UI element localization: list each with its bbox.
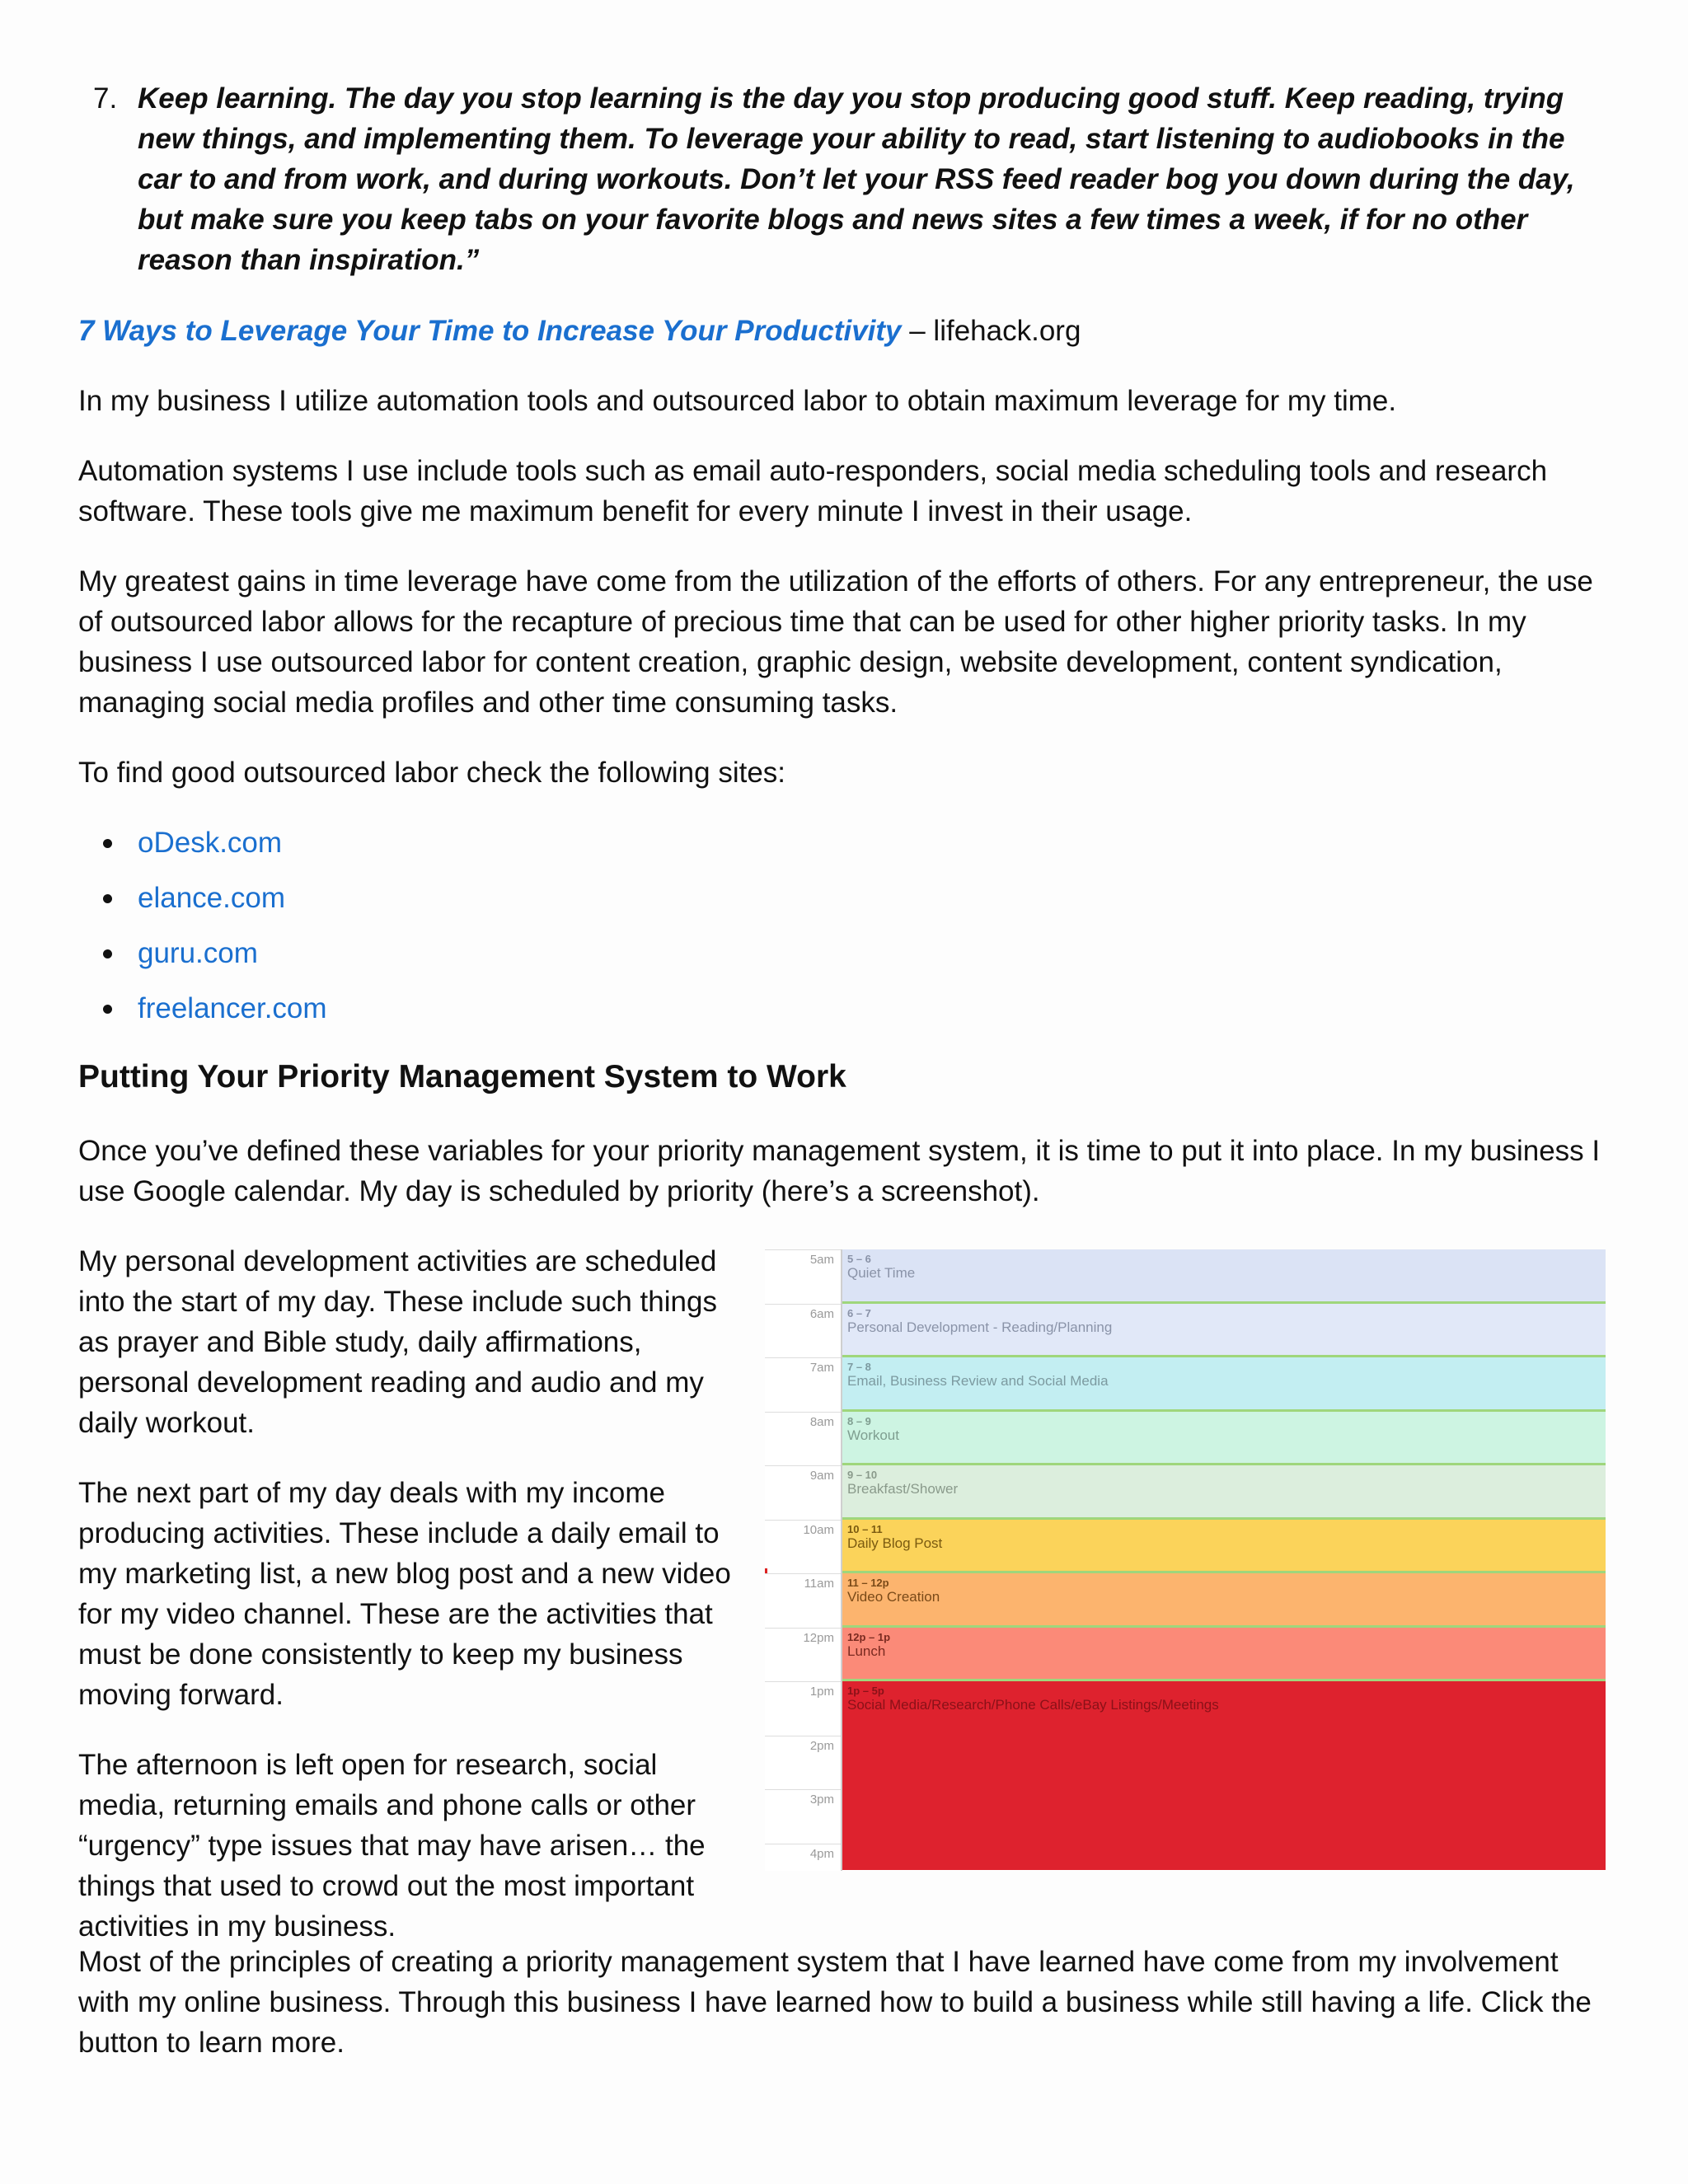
paragraph-intro: Once you’ve defined these variables for your priority management system, it is time to put it into place. In my business I use Google calendar. My day is scheduled by priority (here’s a screenshot). xyxy=(78,1135,1601,1207)
calendar-hour-line xyxy=(765,1520,841,1521)
calendar-time-label: 11am xyxy=(804,1577,834,1591)
calendar-time-label: 4pm xyxy=(809,1846,834,1861)
calendar-event[interactable] xyxy=(842,1681,1606,1870)
event-title: Social Media/Research/Phone Calls/eBay Listings/Meetings xyxy=(847,1697,1219,1713)
paragraph-automation: Automation systems I use include tools such as email auto-responders, social media scheduling tools and research software. These tools give me maximum benefit for every minute I invest in their usage. xyxy=(78,455,1548,527)
numbered-list-item xyxy=(78,78,1611,280)
calendar-time-label: 5am xyxy=(809,1253,834,1267)
event-title: Workout xyxy=(847,1427,899,1443)
event-title: Email, Business Review and Social Media xyxy=(847,1373,1109,1389)
calendar-hour-line xyxy=(765,1465,841,1466)
paragraph-outsourcing: My greatest gains in time leverage have come from the utilization of the efforts of others. For any entrepreneur, the use of outsourced labor allows for the recapture of precious time that can be used for other higher priority tasks. In my business I use outsourced labor for content creation, graphic design, website development, content syndication, managing social media profiles and other time consuming tasks. xyxy=(78,565,1593,719)
calendar-time-label: 10am xyxy=(803,1522,834,1537)
paragraph-leverage: In my business I utilize automation tools and outsourced labor to obtain maximum leverage for my time. xyxy=(78,385,1397,417)
text-and-screenshot xyxy=(78,1241,1611,1942)
calendar-hour-line xyxy=(765,1681,841,1682)
event-time: 12p – 1p xyxy=(847,1630,891,1643)
calendar-event[interactable] xyxy=(842,1465,1606,1520)
event-time: 8 – 9 xyxy=(847,1414,871,1427)
calendar-event[interactable] xyxy=(842,1412,1606,1466)
calendar-hour-line xyxy=(765,1573,841,1574)
calendar-event[interactable] xyxy=(842,1520,1606,1574)
calendar-hour-line xyxy=(765,1789,841,1790)
calendar-time-label: 8am xyxy=(809,1414,834,1429)
calendar-time-label: 3pm xyxy=(809,1793,834,1807)
event-time: 10 – 11 xyxy=(847,1522,883,1535)
event-time: 6 – 7 xyxy=(847,1306,871,1319)
event-title: Daily Blog Post xyxy=(847,1535,943,1551)
event-title: Personal Development - Reading/Planning xyxy=(847,1319,1113,1335)
event-title: Lunch xyxy=(847,1643,886,1659)
list-number: 7. xyxy=(93,82,118,115)
calendar-screenshot xyxy=(765,1249,1606,1871)
event-time: 7 – 8 xyxy=(847,1361,871,1373)
paragraph-morning: My personal development activities are scheduled into the start of my day. These include such things as prayer and Bible study, daily affirmations, personal development reading and audio and my daily workout. xyxy=(78,1245,717,1439)
schedule-description xyxy=(78,1241,738,1976)
event-time: 9 – 10 xyxy=(847,1469,878,1481)
source-line xyxy=(78,311,1611,351)
paragraph-income: The next part of my day deals with my income producing activities. These include a daily email to my marketing list, a new blog post and a new video for my video channel. These are the activities that must be done consistently to keep my business moving forward. xyxy=(78,1477,731,1711)
calendar-event[interactable] xyxy=(842,1357,1606,1412)
site-link-guru[interactable]: guru.com xyxy=(138,937,258,969)
calendar-time-label: 9am xyxy=(809,1469,834,1483)
calendar-event[interactable] xyxy=(842,1304,1606,1358)
sites-list xyxy=(78,823,1611,1029)
event-time: 5 – 6 xyxy=(847,1253,871,1265)
list-item xyxy=(78,823,1611,863)
paragraph-closing: Most of the principles of creating a priority management system that I have learned have come from my involvement with my online business. Through this business I have learned how to build a business while still having a life. Click the button to learn more. xyxy=(78,1946,1592,2059)
article-body xyxy=(78,78,1611,2063)
event-time: 11 – 12p xyxy=(847,1577,889,1589)
paragraph-sites-intro: To find good outsourced labor check the following sites: xyxy=(78,757,786,789)
calendar-event[interactable] xyxy=(842,1628,1606,1682)
site-link-odesk[interactable]: oDesk.com xyxy=(138,827,283,859)
calendar-time-column xyxy=(765,1249,839,1871)
site-link-freelancer[interactable]: freelancer.com xyxy=(138,992,327,1024)
event-title: Video Creation xyxy=(847,1589,940,1605)
source-link[interactable]: 7 Ways to Leverage Your Time to Increase Your Productivity xyxy=(78,315,902,347)
event-title: Breakfast/Shower xyxy=(847,1481,959,1497)
source-suffix: – lifehack.org xyxy=(901,315,1081,347)
calendar-time-label: 1pm xyxy=(809,1685,834,1699)
calendar-time-label: 2pm xyxy=(809,1738,834,1753)
site-link-elance[interactable]: elance.com xyxy=(138,882,285,914)
calendar-hour-line xyxy=(765,1357,841,1358)
section-heading: Putting Your Priority Management System to Work xyxy=(78,1059,846,1094)
calendar-hour-line xyxy=(765,1304,841,1305)
calendar-event[interactable] xyxy=(842,1249,1606,1304)
event-title: Quiet Time xyxy=(847,1265,916,1281)
list-item xyxy=(78,878,1611,918)
calendar-time-label: 7am xyxy=(809,1361,834,1375)
quote-text: Keep learning. The day you stop learning is the day you stop producing good stuff. Keep reading, trying new things, and implementing them. To leverage your ability to read, start listening to audiobooks in the car to and from work, and during workouts. Don’t let your RSS feed reader bog you down during the day, but make sure you keep tabs on your favorite blogs and news sites a few times a week, if for no other reason than inspiration.” xyxy=(138,82,1575,276)
calendar-hour-line xyxy=(765,1412,841,1413)
list-item xyxy=(78,933,1611,973)
calendar-time-label: 6am xyxy=(809,1306,834,1321)
paragraph-afternoon: The afternoon is left open for research, social media, returning emails and phone calls or other “urgency” type issues that may have arisen… the things that used to crowd out the most important activities in my business. xyxy=(78,1749,706,1943)
calendar-event[interactable] xyxy=(842,1573,1606,1628)
calendar-hour-line xyxy=(765,1249,841,1250)
list-item xyxy=(78,988,1611,1029)
calendar-hour-line xyxy=(765,1628,841,1629)
calendar-time-label: 12pm xyxy=(803,1630,834,1645)
event-time: 1p – 5p xyxy=(847,1685,884,1697)
